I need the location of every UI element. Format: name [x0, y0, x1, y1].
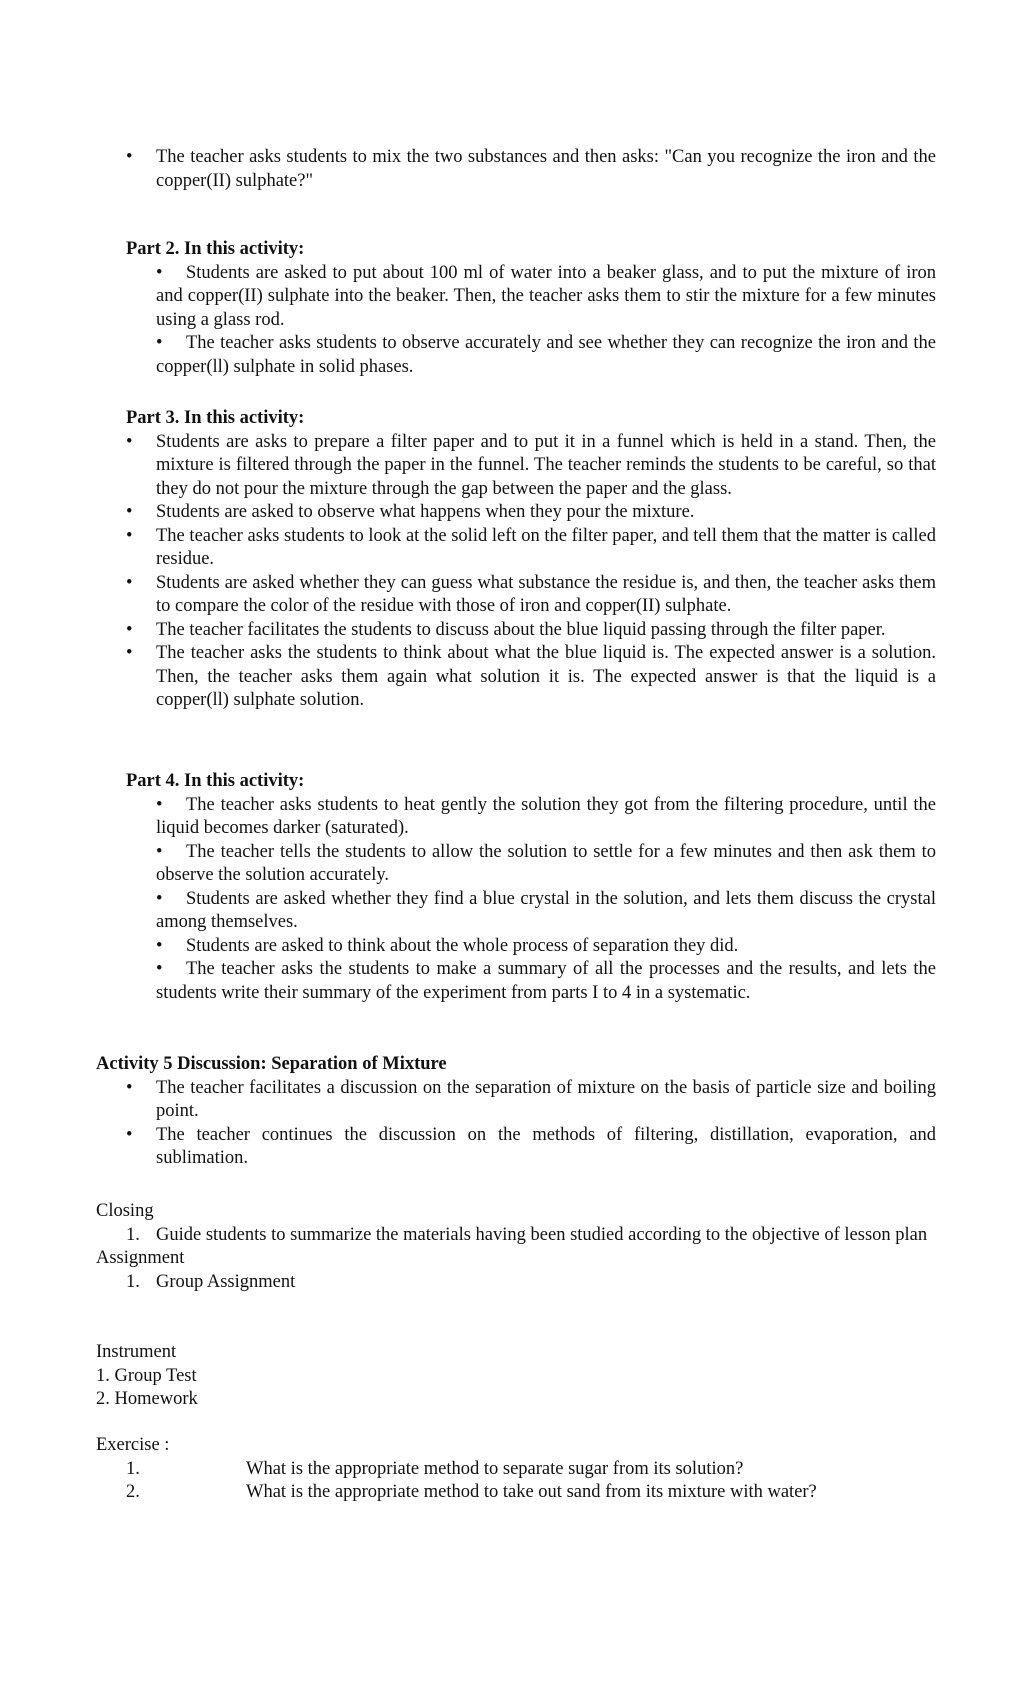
instrument-section [96, 1341, 936, 1412]
exercise-item-number: 1. [126, 1458, 140, 1479]
closing-section [96, 1200, 936, 1294]
part4-item: • The teacher tells the students to allow the solution to settle for a few minutes and then ask them to observe the solution accurately. [156, 841, 936, 888]
intro-section [126, 146, 936, 193]
closing-heading: Closing [96, 1201, 154, 1221]
part2-section [126, 238, 936, 379]
part3-item: • Students are asked whether they can guess what substance the residue is, and then, the teacher asks them to compare the color of the residue with those of iron and copper(II) sulphate. [126, 572, 936, 619]
exercise-item-text: What is the appropriate method to take out sand from its mixture with water? [246, 1482, 817, 1502]
part3-section [126, 407, 936, 713]
assignment-item-text: Group Assignment [156, 1271, 296, 1292]
part2-heading: Part 2. In this activity: [126, 239, 305, 259]
exercise-heading: Exercise : [96, 1435, 170, 1455]
assignment-item-number: 1. [126, 1271, 140, 1292]
instrument-heading: Instrument [96, 1342, 177, 1362]
activity5-heading: Activity 5 Discussion: Separation of Mixture [96, 1054, 447, 1074]
part2-item: • Students are asked to put about 100 ml of water into a beaker glass, and to put the mixture of iron and copper(II) sulphate into the beaker. Then, the teacher asks them to stir the mixture for a few minutes using a glass rod. [156, 262, 936, 333]
part4-heading: Part 4. In this activity: [126, 771, 305, 791]
exercise-item-number: 2. [126, 1482, 140, 1502]
part4-item: • The teacher asks students to heat gently the solution they got from the filtering procedure, until the liquid becomes darker (saturated). [156, 794, 936, 841]
instrument-item: 2. Homework [96, 1389, 198, 1409]
exercise-item [126, 1481, 936, 1505]
part3-item: • The teacher asks the students to think about what the blue liquid is. The expected answer is a solution. Then, the teacher asks them again what solution it is. The expected answer is that the liquid is a copper(ll) sulphate solution. [126, 642, 936, 713]
intro-bullet: • The teacher asks students to mix the two substances and then asks: "Can you recognize the iron and the copper(II) sulphate?" [126, 146, 936, 193]
part4-item: • Students are asked to think about the whole process of separation they did. [156, 935, 936, 959]
exercise-item [126, 1458, 936, 1482]
part2-item: • The teacher asks students to observe accurately and see whether they can recognize the iron and the copper(ll) sulphate in solid phases. [156, 332, 936, 379]
activity5-section [96, 1053, 936, 1171]
part4-section [126, 770, 936, 1005]
part4-item: • Students are asked whether they find a blue crystal in the solution, and lets them discuss the crystal among themselves. [156, 888, 936, 935]
assignment-heading: Assignment [96, 1248, 185, 1268]
exercise-item-text: What is the appropriate method to separate sugar from its solution? [246, 1458, 744, 1479]
part3-heading: Part 3. In this activity: [126, 408, 305, 428]
part4-item: • The teacher asks the students to make a summary of all the processes and the results, and lets the students write their summary of the experiment from parts I to 4 in a systematic. [156, 958, 936, 1005]
assignment-item [126, 1271, 936, 1295]
part3-item: • The teacher facilitates the students to discuss about the blue liquid passing through the filter paper. [126, 619, 936, 643]
activity5-item: • The teacher facilitates a discussion on the separation of mixture on the basis of particle size and boiling point. [126, 1077, 936, 1124]
closing-item-text: Guide students to summarize the materials having been studied according to the objective of lesson plan [156, 1224, 928, 1245]
exercise-section [96, 1434, 936, 1505]
part3-item: • Students are asked to observe what happens when they pour the mixture. [126, 501, 936, 525]
part3-item: • The teacher asks students to look at the solid left on the filter paper, and tell them that the matter is called residue. [126, 525, 936, 572]
activity5-item: • The teacher continues the discussion on the methods of filtering, distillation, evaporation, and sublimation. [126, 1124, 936, 1171]
part3-item: • Students are asks to prepare a filter paper and to put it in a funnel which is held in a stand. Then, the mixture is filtered through the paper in the funnel. The teacher reminds the students to be careful, so that they do not pour the mixture through the gap between the paper and the glass. [126, 431, 936, 502]
closing-item-number: 1. [126, 1224, 140, 1245]
closing-item [126, 1224, 936, 1248]
instrument-item: 1. Group Test [96, 1365, 197, 1386]
